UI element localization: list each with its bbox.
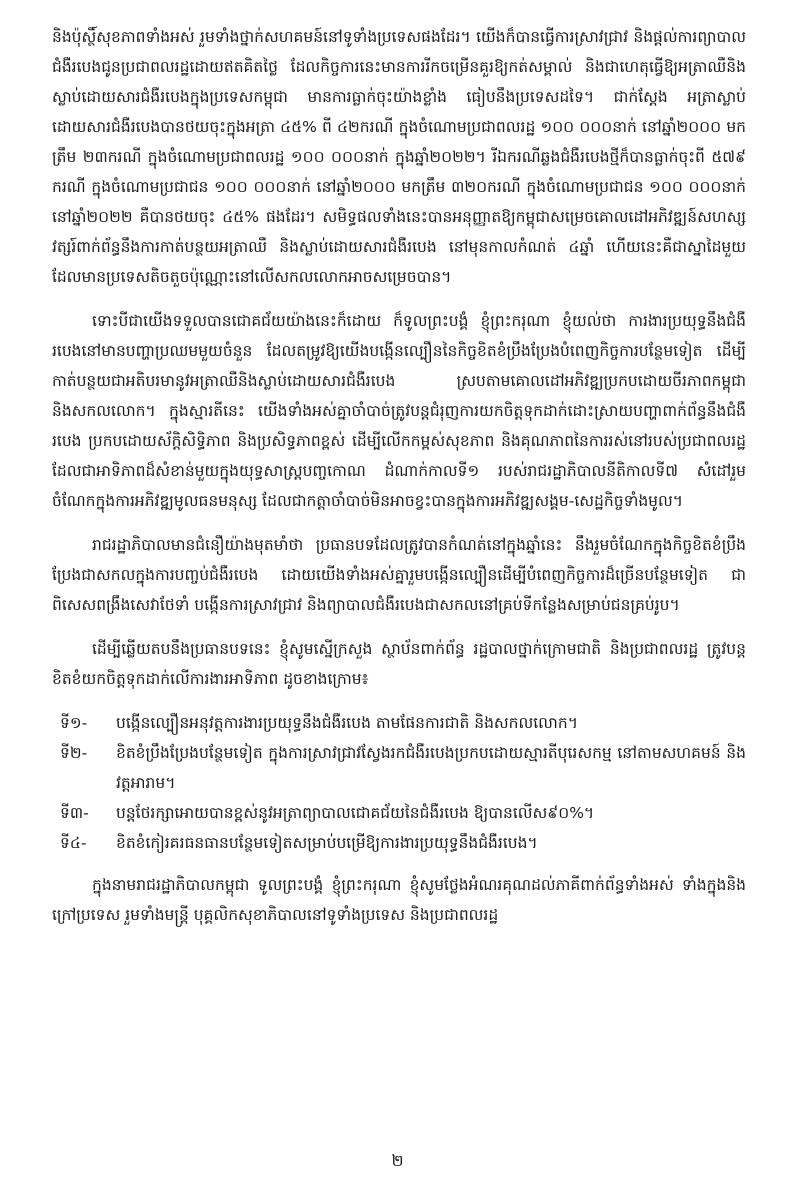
list-item-text: ខិតខំប្រឹងប្រែងបន្ថែមទៀត ក្នុងការស្រាវជ្រាវស្វែងរកជំងឺរបេងប្រកបដោយស្មារតីបុរេសកម្ម នៅតាមសហគមន៍ និងវត្តអារាម។ <box>116 744 746 792</box>
list-item <box>52 708 746 738</box>
list-item-text: ខិតខំកៀរគរធនធានបន្ថែមទៀតសម្រាប់បម្រើឱ្យការងារប្រយុទ្ធនឹងជំងឺរបេង។ <box>116 834 538 852</box>
paragraph-2: ទោះបីជាយើងទទួលបានជោគជ័យយ៉ាងនេះក៏ដោយ ក៏ទូលព្រះបង្គំ ខ្ញុំព្រះករុណា ខ្ញុំយល់ថា ការងារប្រយុទ្ធនឹងជំងឺរបេងនៅមានបញ្ហាប្រឈមមួយចំនួន ដែលតម្រូវឱ្យយើងបង្កើនល្បឿននៃកិច្ចខិតខំប្រឹងប្រែងបំពេញកិច្ចការបន្ថែមទៀត ដើម្បីកាត់បន្ថយជាអតិបរមានូវអត្រាឈឺនិងស្លាប់ដោយសារជំងឺរបេង ស្របតាមគោលដៅអភិវឌ្ឍប្រកបដោយចីរភាពកម្ពុជា និងសកលលោក។ ក្នុងស្មារតីនេះ យើងទាំងអស់គ្នាចាំបាច់ត្រូវបន្តជំរុញការយកចិត្តទុកដាក់ដោះស្រាយបញ្ហាពាក់ព័ន្ធនឹងជំងឺរបេង ប្រកបដោយស័ក្តិសិទ្ធិភាព និងប្រសិទ្ធភាពខ្ពស់ ដើម្បីលើកកម្ពស់សុខភាព និងគុណភាពនៃការរស់នៅរបស់ប្រជាពលរដ្ឋ ដែលជាអាទិភាពដ៏សំខាន់មួយក្នុងយុទ្ធសាស្ត្របញ្ចកោណ ដំណាក់កាលទី១ របស់រាជរដ្ឋាភិបាលនីតិកាលទី៧ សំដៅរួមចំណែកក្នុងការអភិវឌ្ឍមូលធនមនុស្ស ដែលជាកត្តាចាំបាច់មិនអាចខ្វះបានក្នុងការអភិវឌ្ឍសង្គម-សេដ្ឋកិច្ចទាំងមូល។ <box>52 312 746 510</box>
document-body <box>52 22 746 944</box>
paragraph-3: រាជរដ្ឋាភិបាលមានជំនឿយ៉ាងមុតមាំថា ប្រធានបទដែលត្រូវបានកំណត់នៅក្នុងឆ្នាំនេះ នឹងរួមចំណែកក្នុងកិច្ចខិតខំប្រឹងប្រែងជាសកលក្នុងការបញ្ចប់ជំងឺរបេង ដោយយើងទាំងអស់គ្នារួមបង្កើនល្បឿនដើម្បីបំពេញកិច្ចការដ៏ច្រើនបន្ថែមទៀត ជាពិសេសពង្រឹងសេវាថែទាំ បង្កើនការស្រាវជ្រាវ និងព្យាបាលជំងឺរបេងជាសកលនៅគ្រប់ទីកន្លែងសម្រាប់ជនគ្រប់រូប។ <box>52 536 746 614</box>
list-item-text: បង្កើនល្បឿនអនុវត្តការងារប្រយុទ្ធនឹងជំងឺរបេង តាមផែនការជាតិ និងសកលលោក។ <box>116 714 578 732</box>
priority-list <box>52 708 746 858</box>
list-item-number: ទី៤- <box>60 834 87 852</box>
list-item <box>52 738 746 798</box>
paragraph-1: និងប៉ុស្ថិ៍សុខភាពទាំងអស់ រួមទាំងថ្នាក់សហគមន៍នៅទូទាំងប្រទេសផងដែរ។ យើងក៏បានធ្វើការស្រាវជ្រាវ និងផ្តល់ការព្យាបាលជំងឺរបេងជូនប្រជាពលរដ្ឋដោយឥតគិតថ្លៃ ដែលកិច្ចការនេះមានការរីកចម្រើនគួរឱ្យកត់សម្គាល់ និងជាហេតុធ្វើឱ្យអត្រាឈឺនិងស្លាប់ដោយសារជំងឺរបេងក្នុងប្រទេសកម្ពុជា មានការធ្លាក់ចុះយ៉ាងខ្លាំង ធៀបនឹងប្រទេសដទៃ។ ជាក់ស្តែង អត្រាស្លាប់ដោយសារជំងឺរបេងបានថយចុះក្នុងអត្រា ៤៥% ពី ៤២ករណី ក្នុងចំណោមប្រជាពលរដ្ឋ ១០០ ០០០នាក់ នៅឆ្នាំ២០០០ មកត្រឹម ២៣ករណី ក្នុងចំណោមប្រជាពលរដ្ឋ ១០០ ០០០នាក់ ក្នុងឆ្នាំ២០២២។ រីឯករណីឆ្លងជំងឺរបេងថ្មីក៏បានធ្លាក់ចុះពី ៥៧៩ ករណី ក្នុងចំណោមប្រជាជន ១០០ ០០០នាក់ នៅឆ្នាំ២០០០ មកត្រឹម ៣២០ករណី ក្នុងចំណោមប្រជាជន ១០០ ០០០នាក់ នៅឆ្នាំ២០២២ គឺបានថយចុះ ៤៥% ផងដែរ។ សមិទ្ធផលទាំងនេះបានអនុញ្ញាតឱ្យកម្ពុជាសម្រេចគោលដៅអភិវឌ្ឍន៍សហស្សវត្សរ៍ពាក់ព័ន្ធនឹងការកាត់បន្ថយអត្រាឈឺ និងស្លាប់ដោយសារជំងឺរបេង នៅមុនកាលកំណត់ ៤ឆ្នាំ ហើយនេះគឺជាស្នាដៃមួយដែលមានប្រទេសតិចតួចប៉ុណ្ណោះនៅលើសកលលោកអាចសម្រេចបាន។ <box>52 28 746 286</box>
list-item <box>52 828 746 858</box>
paragraph-4: ដើម្បីឆ្លើយតបនឹងប្រធានបទនេះ ខ្ញុំសូមស្នើក្រសួង ស្ថាប័នពាក់ព័ន្ធ រដ្ឋបាលថ្នាក់ក្រោមជាតិ និងប្រជាពលរដ្ឋ ត្រូវបន្តខិតខំយកចិត្តទុកដាក់លើការងារអាទិភាព ដូចខាងក្រោម៖ <box>52 640 746 688</box>
closing-paragraph: ក្នុងនាមរាជរដ្ឋាភិបាលកម្ពុជា ទូលព្រះបង្គំ ខ្ញុំព្រះករុណា ខ្ញុំសូមថ្លែងអំណរគុណដល់ភាគីពាក់ព័ន្ធទាំងអស់ ទាំងក្នុងនិងក្រៅប្រទេស រួមទាំងមន្ត្រី បុគ្គលិកសុខាភិបាលនៅទូទាំងប្រទេស និងប្រជាពលរដ្ឋ <box>52 876 746 924</box>
page-number: ២ <box>391 1151 404 1170</box>
list-item-text: បន្តថែរក្សាអោយបានខ្ពស់នូវអត្រាព្យាបាលជោគជ័យនៃជំងឺរបេង ឱ្យបានលើស៩០%។ <box>116 804 595 822</box>
list-item-number: ទី១- <box>60 714 88 732</box>
list-item-number: ទី៣- <box>60 804 89 822</box>
list-item <box>52 798 746 828</box>
list-item-number: ទី២- <box>60 744 88 762</box>
